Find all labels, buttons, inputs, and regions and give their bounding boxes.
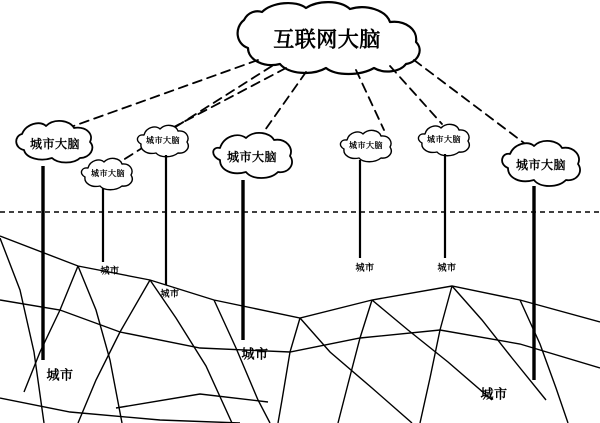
city-label-4: 城市 [241,346,269,362]
connector-to-node-3 [172,68,286,128]
city-label-3: 城市 [160,288,180,299]
city-brain-label-6: 城市大脑 [427,135,461,144]
city-label-5: 城市 [355,262,375,273]
connector-to-node-4 [258,72,306,140]
city-brain-label-2: 城市大脑 [91,169,125,178]
connector-to-node-6 [390,66,442,124]
city-label-7: 城市 [480,386,508,402]
connector-to-node-1 [68,60,258,128]
road-network [0,236,600,423]
city-label-6: 城市 [437,262,457,273]
city-brain-label-1: 城市大脑 [29,137,81,151]
city-label-1: 城市 [46,367,74,383]
connector-to-node-5 [356,70,384,130]
root-cloud-label: 互联网大脑 [273,28,381,52]
city-brain-label-3: 城市大脑 [146,136,180,145]
city-brain-label-5: 城市大脑 [349,141,383,150]
city-brain-label-7: 城市大脑 [515,158,567,172]
city-label-2: 城市 [100,265,120,276]
city-brain-label-4: 城市大脑 [226,150,278,164]
